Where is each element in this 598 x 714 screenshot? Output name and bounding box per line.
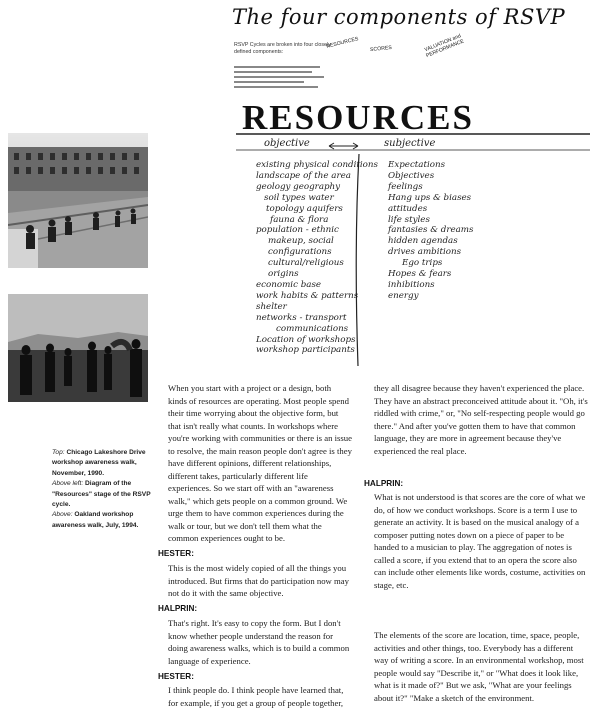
subjective-heading: subjective xyxy=(384,138,436,149)
halprin-1-text: That's right. It's easy to copy the form. But I don't know whether people understand the reason for doing awareness walks, which is to build a common language of experience. xyxy=(168,618,350,666)
objective-item: work habits & patterns xyxy=(256,290,359,301)
objective-item: configurations xyxy=(268,247,332,258)
halprin-2-text: What is not understood is that scores are the core of what we do, of how we conduct workshops. Score is a term I use to generate an activity. It is based on the musical analogy of a composer putting notes down on a piece of paper to be handed to a musician to play. The aggregation of notes is called a score, if you extend that to an opera the score also can include other elements like words, costume, activities on stage, etc. xyxy=(374,492,586,590)
halprin-2-block xyxy=(374,491,588,591)
subjective-item: Expectations xyxy=(388,160,446,170)
objective-item: communications xyxy=(276,323,349,334)
subjective-item: attitudes xyxy=(388,203,428,214)
diagram-title: The four components of RSVP xyxy=(232,5,566,29)
diagram-fine-print xyxy=(234,66,326,91)
objective-item: shelter xyxy=(256,301,287,312)
subjective-item: Hopes & fears xyxy=(388,269,452,280)
objective-item: cultural/religious xyxy=(268,258,344,269)
caption-top-label: Top: xyxy=(52,449,65,456)
column-2-continuation xyxy=(374,382,588,457)
diagram-subtitle: RSVP Cycles are broken into four closely defined components: xyxy=(234,42,331,55)
hester-1-text: This is the most widely copied of all the things you introduced. But firms that do participation now may not do it with the same objective. xyxy=(168,563,349,598)
objective-item: origins xyxy=(268,269,299,280)
hester-2-block xyxy=(168,684,354,709)
subjective-list xyxy=(388,160,473,302)
objective-item: soil types water xyxy=(264,192,334,203)
intro-paragraph: When you start with a project or a design, both kinds of resources are operating. Most people spend their time worrying about the objective form, but that isn't really what counts. In workshops where you're working with communities or there is an issue to resolve, the main reason people don't agree is they have different opinions, different relationships, different takes, particularly different life experiences. So we start off with an "awareness walk," which gets people on a common ground. We urge them to have common experiences during the walk or tour, but we don't tell them what the common experiences ought to be. xyxy=(168,383,352,543)
objective-list xyxy=(256,160,378,356)
subjective-item: drives ambitions xyxy=(388,247,462,258)
subjective-item: Hang ups & biases xyxy=(388,192,472,203)
objective-item: makeup, social xyxy=(268,236,334,247)
speaker-halprin-1: HALPRIN: xyxy=(158,604,198,613)
component-valuation-performance: VALUATION and PERFORMANCE xyxy=(423,33,465,60)
elements-paragraph: The elements of the score are location, time, space, people, activities and other things, too. Everybody has a different way of writing a score. In an environmental workshop, most people would say "Describe it," or "What does it look like, what is it made of?" But we ask, "What are your feelings about it?" "Make a sketch of the environment. xyxy=(374,630,584,703)
subjective-item: Objectives xyxy=(388,170,435,181)
objective-item: fauna & flora xyxy=(270,214,329,225)
diagram-heading: RESOURCES xyxy=(242,98,474,137)
objective-item: networks - transport xyxy=(256,312,347,323)
subjective-item: energy xyxy=(388,290,419,301)
halprin-1-block xyxy=(168,617,354,667)
speaker-hester-1: HESTER: xyxy=(158,549,194,558)
caption-above-left-text: Diagram of the "Resources" stage of the RSVP cycle. xyxy=(52,480,151,509)
hester-2-text: I think people do. I think people have learned that, for example, if you get a group of people together, xyxy=(168,685,344,708)
photo-chicago-walk xyxy=(8,133,148,268)
hester-1-block xyxy=(168,562,354,600)
speaker-hester-2: HESTER: xyxy=(158,672,194,681)
objective-heading: objective xyxy=(264,138,310,149)
objective-item: geology geography xyxy=(256,181,341,192)
subjective-item: fantasies & dreams xyxy=(388,225,474,236)
photo-caption xyxy=(52,448,160,531)
objective-item: existing physical conditions xyxy=(256,160,378,170)
caption-top-text: Chicago Lakeshore Drive workshop awareness walk, November, 1990. xyxy=(52,449,146,477)
caption-above-left-label: Above left: xyxy=(52,480,84,488)
objective-item: economic base xyxy=(256,279,322,290)
speaker-halprin-2: HALPRIN: xyxy=(364,479,404,488)
subjective-item: life styles xyxy=(388,214,430,225)
component-resources: RESOURCES xyxy=(325,36,360,50)
component-scores: SCORES xyxy=(369,44,393,54)
objective-item: workshop participants xyxy=(256,345,355,356)
subjective-item: hidden agendas xyxy=(388,236,458,247)
objective-item: population - ethnic xyxy=(256,225,339,236)
subjective-item: feelings xyxy=(388,181,423,192)
column-1-intro xyxy=(168,382,352,545)
objective-item: landscape of the area xyxy=(256,170,351,181)
column-2-paragraph-2 xyxy=(374,629,588,704)
photo-oakland-walk xyxy=(8,294,148,402)
continuation-paragraph: they all disagree because they haven't experienced the place. They have an abstract preconceived attitude about it. "Oh, it's riddled with crime," or, "No self-respecting people would go there." And after you've gotten them to have that common language, they are more in agreement because they've experienced the real place. xyxy=(374,383,588,456)
caption-above-text: Oakland workshop awareness walk, July, 1994. xyxy=(52,511,139,529)
objective-item: topology aquifers xyxy=(266,203,343,214)
objective-item: Location of workshops xyxy=(256,334,356,345)
caption-above-label: Above: xyxy=(52,511,73,519)
subjective-item: inhibitions xyxy=(388,279,435,290)
subjective-item: Ego trips xyxy=(402,258,443,269)
